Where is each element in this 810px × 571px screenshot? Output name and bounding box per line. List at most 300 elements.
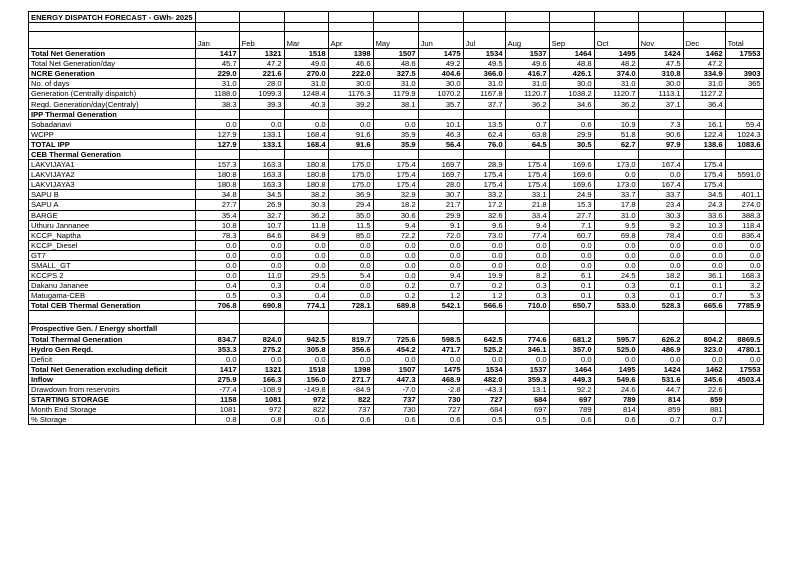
cell-total: 0.0 bbox=[725, 354, 763, 364]
row-label: Uthuru Jannanee bbox=[29, 220, 196, 230]
cell-value: 697 bbox=[505, 405, 549, 415]
cell-value: 0.7 bbox=[418, 281, 463, 291]
cell-value bbox=[328, 311, 373, 324]
cell-value: 10.8 bbox=[195, 220, 239, 230]
cell-value: 626.2 bbox=[638, 334, 683, 344]
cell-value: 0.0 bbox=[638, 240, 683, 250]
cell-value: 47.2 bbox=[239, 59, 284, 69]
cell-value bbox=[683, 311, 725, 324]
cell-value: 157.3 bbox=[195, 160, 239, 170]
row-label: Hydro Gen Reqd. bbox=[29, 344, 196, 354]
cell-value: 7.1 bbox=[549, 220, 594, 230]
table-row bbox=[29, 170, 764, 180]
cell-value: 72.0 bbox=[418, 230, 463, 240]
cell-value: 0.6 bbox=[594, 415, 638, 425]
cell-value: 36.1 bbox=[683, 271, 725, 281]
cell-value: 0.0 bbox=[328, 291, 373, 301]
cell-value: 0.0 bbox=[549, 260, 594, 270]
cell-total bbox=[725, 160, 763, 170]
row-label: KCCP_Diesel bbox=[29, 240, 196, 250]
cell-value: 1537 bbox=[505, 49, 549, 59]
cell-value: 163.3 bbox=[239, 180, 284, 190]
cell-value: 30.0 bbox=[549, 79, 594, 89]
cell-value: 15.3 bbox=[549, 200, 594, 210]
row-label: Inflow bbox=[29, 374, 196, 384]
cell-total: 401.1 bbox=[725, 190, 763, 200]
cell-value bbox=[239, 311, 284, 324]
cell-value: 35.4 bbox=[195, 210, 239, 220]
cell-value: 789 bbox=[594, 395, 638, 405]
cell-value: 35.0 bbox=[328, 210, 373, 220]
row-label: BARGE bbox=[29, 210, 196, 220]
cell-value: 0.0 bbox=[239, 250, 284, 260]
row-label: Total Thermal Generation bbox=[29, 334, 196, 344]
cell-value: 1167.8 bbox=[463, 89, 505, 99]
cell-value bbox=[594, 324, 638, 334]
cell-value: 34.8 bbox=[195, 190, 239, 200]
cell-value: 1495 bbox=[594, 49, 638, 59]
cell-value: 1534 bbox=[463, 364, 505, 374]
cell-value: 35.9 bbox=[373, 129, 418, 139]
cell-value: 0.0 bbox=[373, 119, 418, 129]
month-header: Nov bbox=[638, 32, 683, 49]
cell-value: 28.0 bbox=[239, 79, 284, 89]
cell-total: 1083.6 bbox=[725, 139, 763, 149]
cell-value: 310.8 bbox=[638, 69, 683, 79]
cell-value: 942.5 bbox=[284, 334, 328, 344]
cell-value: 175.4 bbox=[683, 170, 725, 180]
cell-value: 0.3 bbox=[594, 281, 638, 291]
row-label: Total CEB Thermal Generation bbox=[29, 301, 196, 311]
cell-value bbox=[638, 324, 683, 334]
cell-value: 690.8 bbox=[239, 301, 284, 311]
cell-value: 0.0 bbox=[549, 354, 594, 364]
table-row bbox=[29, 160, 764, 170]
cell-value: 37.7 bbox=[463, 99, 505, 109]
cell-value: 0.0 bbox=[638, 354, 683, 364]
cell-value: 49.5 bbox=[463, 59, 505, 69]
cell-value: 32.9 bbox=[373, 190, 418, 200]
cell-value bbox=[373, 311, 418, 324]
cell-value: 0.0 bbox=[683, 354, 725, 364]
cell-value: 727 bbox=[418, 405, 463, 415]
cell-value: 30.0 bbox=[418, 79, 463, 89]
cell-value: 1113.1 bbox=[638, 89, 683, 99]
cell-value: 859 bbox=[638, 405, 683, 415]
cell-value: 0.0 bbox=[284, 240, 328, 250]
cell-value: 62.7 bbox=[594, 139, 638, 149]
cell-value: 972 bbox=[284, 395, 328, 405]
table-row bbox=[29, 89, 764, 99]
cell-value: 90.6 bbox=[638, 129, 683, 139]
cell-value: 31.0 bbox=[373, 79, 418, 89]
table-row bbox=[29, 354, 764, 364]
row-label: Prospective Gen. / Energy shortfall bbox=[29, 324, 196, 334]
cell-value: 1475 bbox=[418, 49, 463, 59]
cell-total: 59.4 bbox=[725, 119, 763, 129]
cell-value: 0.4 bbox=[195, 281, 239, 291]
table-row bbox=[29, 301, 764, 311]
cell-value: -2.8 bbox=[418, 385, 463, 395]
cell-total: 8869.5 bbox=[725, 334, 763, 344]
row-label: Total Net Generation bbox=[29, 49, 196, 59]
cell-value: 133.1 bbox=[239, 139, 284, 149]
cell-value: 72.2 bbox=[373, 230, 418, 240]
row-label: KCCP_Naptha bbox=[29, 230, 196, 240]
cell-value: 0.7 bbox=[505, 119, 549, 129]
cell-value: 175.4 bbox=[373, 160, 418, 170]
cell-value: 163.3 bbox=[239, 170, 284, 180]
cell-value: 9.4 bbox=[373, 220, 418, 230]
cell-value: 1464 bbox=[549, 49, 594, 59]
row-label: Total Net Generation excluding deficit bbox=[29, 364, 196, 374]
cell-value: 356.6 bbox=[328, 344, 373, 354]
cell-value: -84.9 bbox=[328, 385, 373, 395]
cell-value: 13.1 bbox=[505, 385, 549, 395]
cell-value: 180.8 bbox=[284, 160, 328, 170]
cell-value: 19.9 bbox=[463, 271, 505, 281]
cell-value: 0.0 bbox=[638, 170, 683, 180]
cell-value: 33.1 bbox=[505, 190, 549, 200]
cell-value: 5.4 bbox=[328, 271, 373, 281]
cell-value: 28.9 bbox=[463, 160, 505, 170]
cell-value: 1120.7 bbox=[594, 89, 638, 99]
cell-value: 404.6 bbox=[418, 69, 463, 79]
cell-value: 0.1 bbox=[638, 281, 683, 291]
cell-total bbox=[725, 99, 763, 109]
cell-value: 859 bbox=[683, 395, 725, 405]
cell-value: 7.3 bbox=[638, 119, 683, 129]
month-header: Aug bbox=[505, 32, 549, 49]
cell-value bbox=[373, 109, 418, 119]
cell-value: 533.0 bbox=[594, 301, 638, 311]
table-row bbox=[29, 405, 764, 415]
cell-value: 36.4 bbox=[683, 99, 725, 109]
cell-value: 24.6 bbox=[594, 385, 638, 395]
table-row bbox=[29, 250, 764, 260]
cell-value: 1398 bbox=[328, 364, 373, 374]
cell-value bbox=[373, 324, 418, 334]
cell-value: 30.0 bbox=[638, 79, 683, 89]
table-row bbox=[29, 220, 764, 230]
cell-value: 33.7 bbox=[638, 190, 683, 200]
cell-value: 0.0 bbox=[373, 271, 418, 281]
cell-value bbox=[418, 324, 463, 334]
cell-value: 0.0 bbox=[594, 354, 638, 364]
cell-value: 353.3 bbox=[195, 344, 239, 354]
cell-total: 0.0 bbox=[725, 250, 763, 260]
cell-value: 0.0 bbox=[463, 260, 505, 270]
cell-value: 24.5 bbox=[594, 271, 638, 281]
cell-value: 0.0 bbox=[638, 250, 683, 260]
cell-value: 173.0 bbox=[594, 160, 638, 170]
cell-value: 0.0 bbox=[328, 281, 373, 291]
section-header-row bbox=[29, 149, 764, 159]
cell-value: 528.3 bbox=[638, 301, 683, 311]
cell-total: 3.2 bbox=[725, 281, 763, 291]
cell-value: 0.3 bbox=[505, 281, 549, 291]
cell-value: 49.2 bbox=[418, 59, 463, 69]
cell-value: 29.5 bbox=[284, 271, 328, 281]
cell-value: 819.7 bbox=[328, 334, 373, 344]
cell-value: 482.0 bbox=[463, 374, 505, 384]
cell-value: 29.4 bbox=[328, 200, 373, 210]
cell-value: 35.9 bbox=[373, 139, 418, 149]
cell-total: 4503.4 bbox=[725, 374, 763, 384]
cell-value: 9.4 bbox=[418, 271, 463, 281]
cell-value: 138.6 bbox=[683, 139, 725, 149]
cell-value: 327.5 bbox=[373, 69, 418, 79]
row-label: Sobadanavi bbox=[29, 119, 196, 129]
cell-value: 0.6 bbox=[549, 415, 594, 425]
cell-value bbox=[463, 311, 505, 324]
cell-value: 0.8 bbox=[195, 415, 239, 425]
cell-value: 542.1 bbox=[418, 301, 463, 311]
cell-value: 0.3 bbox=[505, 291, 549, 301]
cell-total bbox=[725, 89, 763, 99]
cell-value: 0.0 bbox=[195, 240, 239, 250]
cell-value bbox=[239, 109, 284, 119]
cell-total: 5.3 bbox=[725, 291, 763, 301]
cell-value bbox=[328, 324, 373, 334]
row-label: LAKVIJAYA1 bbox=[29, 160, 196, 170]
cell-total: 17553 bbox=[725, 364, 763, 374]
cell-value: 51.8 bbox=[594, 129, 638, 139]
cell-total: 4780.1 bbox=[725, 344, 763, 354]
cell-value: 1321 bbox=[239, 49, 284, 59]
cell-value: 9.2 bbox=[638, 220, 683, 230]
cell-value: 0.0 bbox=[638, 260, 683, 270]
table-row bbox=[29, 415, 764, 425]
cell-value: 727 bbox=[463, 395, 505, 405]
cell-value: 0.0 bbox=[373, 260, 418, 270]
table-row bbox=[29, 210, 764, 220]
cell-value: 0.5 bbox=[195, 291, 239, 301]
cell-value: 814 bbox=[594, 405, 638, 415]
cell-value: 168.4 bbox=[284, 139, 328, 149]
cell-value: 0.0 bbox=[195, 119, 239, 129]
cell-value: 0.0 bbox=[594, 260, 638, 270]
cell-value: 0.0 bbox=[549, 250, 594, 260]
cell-value: 36.2 bbox=[505, 99, 549, 109]
cell-value: 1.2 bbox=[418, 291, 463, 301]
cell-value: 84.9 bbox=[284, 230, 328, 240]
row-label: Generation (Centrally dispatch) bbox=[29, 89, 196, 99]
section-header-row bbox=[29, 324, 764, 334]
cell-total: 388.3 bbox=[725, 210, 763, 220]
cell-value: 77.4 bbox=[505, 230, 549, 240]
cell-value: 0.0 bbox=[418, 250, 463, 260]
cell-value: 0.0 bbox=[683, 250, 725, 260]
table-row bbox=[29, 385, 764, 395]
cell-value: 0.7 bbox=[638, 415, 683, 425]
cell-value: 34.6 bbox=[549, 99, 594, 109]
cell-value bbox=[284, 109, 328, 119]
cell-value: 346.1 bbox=[505, 344, 549, 354]
cell-value: 1424 bbox=[638, 49, 683, 59]
cell-value: 0.0 bbox=[328, 240, 373, 250]
cell-value: 345.6 bbox=[683, 374, 725, 384]
cell-value: 525.2 bbox=[463, 344, 505, 354]
cell-value bbox=[284, 324, 328, 334]
cell-value: 175.0 bbox=[328, 160, 373, 170]
cell-value: 48.8 bbox=[549, 59, 594, 69]
cell-value: 169.6 bbox=[549, 180, 594, 190]
cell-value: 0.0 bbox=[239, 354, 284, 364]
cell-value: 549.6 bbox=[594, 374, 638, 384]
cell-value: 21.7 bbox=[418, 200, 463, 210]
cell-value: 32.7 bbox=[239, 210, 284, 220]
cell-value: 0.7 bbox=[683, 291, 725, 301]
cell-total: 3903 bbox=[725, 69, 763, 79]
row-label: % Storage bbox=[29, 415, 196, 425]
cell-value: 0.1 bbox=[549, 291, 594, 301]
cell-value: 24.9 bbox=[549, 190, 594, 200]
cell-total bbox=[725, 405, 763, 415]
table-row bbox=[29, 334, 764, 344]
cell-value: 175.0 bbox=[328, 170, 373, 180]
cell-value bbox=[505, 109, 549, 119]
table-row bbox=[29, 364, 764, 374]
row-label: SAPU B bbox=[29, 190, 196, 200]
cell-value: 0.0 bbox=[594, 240, 638, 250]
cell-value: 1321 bbox=[239, 364, 284, 374]
cell-value: 8.2 bbox=[505, 271, 549, 281]
cell-value: 97.9 bbox=[638, 139, 683, 149]
cell-value: 725.6 bbox=[373, 334, 418, 344]
cell-value bbox=[239, 149, 284, 159]
row-label: CEB Thermal Generation bbox=[29, 149, 196, 159]
cell-value: 30.5 bbox=[549, 139, 594, 149]
table-row bbox=[29, 344, 764, 354]
row-label bbox=[29, 311, 196, 324]
cell-value: 730 bbox=[418, 395, 463, 405]
table-row bbox=[29, 139, 764, 149]
cell-value: 30.0 bbox=[328, 79, 373, 89]
row-label: Matugama-CEB bbox=[29, 291, 196, 301]
cell-value: 1176.3 bbox=[328, 89, 373, 99]
cell-value: 169.7 bbox=[418, 170, 463, 180]
cell-value: 78.3 bbox=[195, 230, 239, 240]
cell-value bbox=[638, 109, 683, 119]
cell-value bbox=[549, 311, 594, 324]
table-row bbox=[29, 230, 764, 240]
cell-value: 334.9 bbox=[683, 69, 725, 79]
cell-value: 9.1 bbox=[418, 220, 463, 230]
cell-value: 49.6 bbox=[505, 59, 549, 69]
cell-value: 127.9 bbox=[195, 139, 239, 149]
cell-value: 33.7 bbox=[594, 190, 638, 200]
cell-value: 0.0 bbox=[505, 250, 549, 260]
cell-value: 650.7 bbox=[549, 301, 594, 311]
cell-value: 175.4 bbox=[505, 180, 549, 190]
cell-value: 0.0 bbox=[284, 119, 328, 129]
cell-value: 1507 bbox=[373, 49, 418, 59]
cell-value: 0.0 bbox=[418, 354, 463, 364]
cell-value: 180.8 bbox=[284, 180, 328, 190]
cell-value: 822 bbox=[284, 405, 328, 415]
row-label: No. of days bbox=[29, 79, 196, 89]
cell-value: 598.5 bbox=[418, 334, 463, 344]
cell-value: 1534 bbox=[463, 49, 505, 59]
cell-value: 0.1 bbox=[549, 281, 594, 291]
cell-value bbox=[418, 149, 463, 159]
cell-value bbox=[284, 311, 328, 324]
cell-value: 0.5 bbox=[505, 415, 549, 425]
table-row bbox=[29, 190, 764, 200]
table-row bbox=[29, 119, 764, 129]
cell-value: 37.1 bbox=[638, 99, 683, 109]
cell-value: 156.0 bbox=[284, 374, 328, 384]
cell-value: 48.2 bbox=[594, 59, 638, 69]
cell-value: 1081 bbox=[195, 405, 239, 415]
cell-value: 175.4 bbox=[463, 180, 505, 190]
cell-value: 0.0 bbox=[505, 240, 549, 250]
cell-value: 0.0 bbox=[373, 354, 418, 364]
cell-value: 18.2 bbox=[373, 200, 418, 210]
cell-value: 92.2 bbox=[549, 385, 594, 395]
cell-total: 17553 bbox=[725, 49, 763, 59]
cell-value: 270.0 bbox=[284, 69, 328, 79]
cell-value: 0.0 bbox=[505, 354, 549, 364]
cell-value: 30.6 bbox=[373, 210, 418, 220]
cell-value: 10.9 bbox=[594, 119, 638, 129]
row-label: Reqd. Generation/day(Centraly) bbox=[29, 99, 196, 109]
cell-value bbox=[594, 149, 638, 159]
cell-value: 449.3 bbox=[549, 374, 594, 384]
energy-dispatch-table bbox=[28, 11, 764, 425]
cell-value: 0.4 bbox=[284, 281, 328, 291]
cell-value: -7.0 bbox=[373, 385, 418, 395]
cell-value: 1495 bbox=[594, 364, 638, 374]
table-row bbox=[29, 79, 764, 89]
cell-value: 222.0 bbox=[328, 69, 373, 79]
cell-total: 118.4 bbox=[725, 220, 763, 230]
sheet-title: ENERGY DISPATCH FORECAST - GWh- 2025 bbox=[29, 12, 196, 23]
cell-total: 0.0 bbox=[725, 240, 763, 250]
cell-value: 175.4 bbox=[505, 160, 549, 170]
cell-value: 221.6 bbox=[239, 69, 284, 79]
table-row bbox=[29, 374, 764, 384]
cell-value: 684 bbox=[505, 395, 549, 405]
cell-value: 706.8 bbox=[195, 301, 239, 311]
cell-value: 91.6 bbox=[328, 129, 373, 139]
cell-value: 737 bbox=[328, 405, 373, 415]
cell-value: 881 bbox=[683, 405, 725, 415]
cell-value: 1507 bbox=[373, 364, 418, 374]
table-row bbox=[29, 69, 764, 79]
cell-value: 0.0 bbox=[683, 230, 725, 240]
cell-value: 11.0 bbox=[239, 271, 284, 281]
row-label: LAKVIJAYA3 bbox=[29, 180, 196, 190]
cell-value: 1464 bbox=[549, 364, 594, 374]
month-header: Jan bbox=[195, 32, 239, 49]
cell-value: 49.0 bbox=[284, 59, 328, 69]
month-header: May bbox=[373, 32, 418, 49]
cell-value: 0.1 bbox=[638, 291, 683, 301]
cell-value: 642.5 bbox=[463, 334, 505, 344]
cell-value: 0.0 bbox=[195, 354, 239, 364]
cell-value: 0.0 bbox=[328, 354, 373, 364]
cell-value: 175.4 bbox=[683, 160, 725, 170]
cell-value: 0.6 bbox=[373, 415, 418, 425]
title-row bbox=[29, 12, 764, 23]
cell-value: 163.3 bbox=[239, 160, 284, 170]
row-label: Month End Storage bbox=[29, 405, 196, 415]
cell-value: 0.8 bbox=[239, 415, 284, 425]
cell-value bbox=[549, 149, 594, 159]
cell-value: 127.9 bbox=[195, 129, 239, 139]
